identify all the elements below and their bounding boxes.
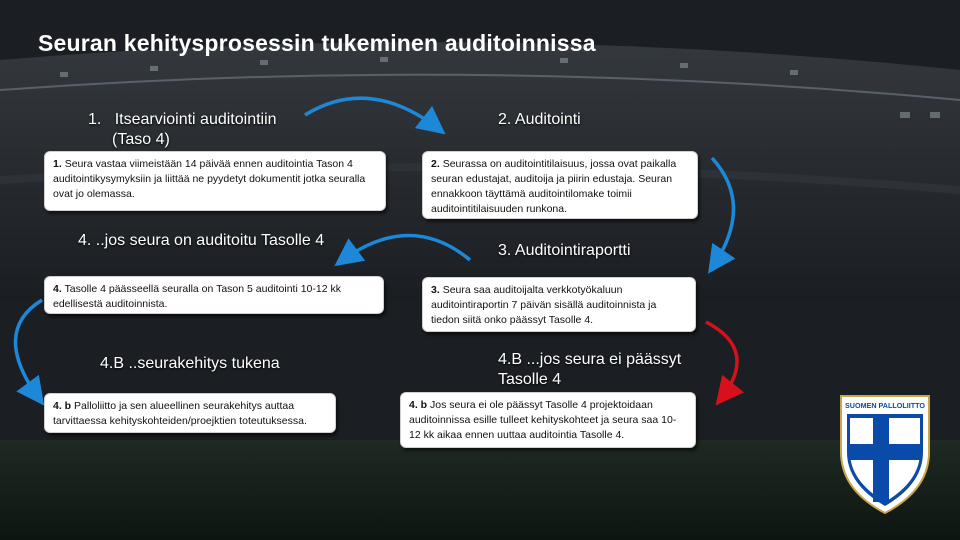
step-3-box	[422, 277, 696, 332]
step-1-heading	[88, 110, 277, 150]
step-1-box	[44, 151, 386, 211]
step-4-box-number: 4.	[53, 283, 62, 295]
step-2-box-text: Seurassa on auditointitilaisuus, jossa ovat paikalla seuran edustajat, auditoija ja piirin edustaja. Seuran ennakkoon täyttämä auditointilomake toimii auditointitilaisuuden runkona.	[431, 158, 677, 215]
step-4b-left-box-text: Palloliitto ja sen alueellinen seurakehitys auttaa tarvittaessa kehityskohteiden/proejktien toteutuksessa.	[53, 400, 307, 427]
step-4b-left-box	[44, 393, 336, 433]
step-1-heading-number: 1.	[88, 111, 102, 128]
step-3-heading: 3. Auditointiraportti	[498, 242, 631, 259]
step-4b-right-box-number: 4. b	[409, 399, 428, 411]
step-1-box-text: Seura vastaa viimeistään 14 päivää ennen auditointia Tason 4 auditointikysymyksiin ja liittää ne pyydetyt dokumentit jotka seuralla ovat jo olemassa.	[53, 158, 366, 200]
step-4-box	[44, 276, 384, 314]
suomen-palloliitto-logo	[836, 392, 934, 516]
step-4b-right-heading: 4.B ...jos seura ei päässyt Tasolle 4	[498, 351, 682, 388]
slide-title: Seuran kehitysprosessin tukeminen auditoinnissa	[38, 30, 596, 56]
step-2-box	[422, 151, 698, 219]
step-1-heading-text: Itsearviointi auditointiin	[114, 111, 277, 128]
step-4b-right-box	[400, 392, 696, 448]
step-2-heading: 2. Auditointi	[498, 111, 581, 128]
step-1-heading-sub: (Taso 4)	[112, 131, 170, 148]
step-4-box-text: Tasolle 4 päässeellä seuralla on Tason 5 auditointi 10-12 kk edellisestä auditoinnista.	[53, 283, 341, 310]
step-4b-right-box-text: Jos seura ei ole päässyt Tasolle 4 projektoidaan auditoinnissa esille tulleet kehityskohteet ja seura saa 10-12 kk aikaa ennen uuttaa auditointia Tasolle 4.	[409, 399, 677, 441]
step-4-heading: 4. ..jos seura on auditoitu Tasolle 4	[78, 232, 325, 249]
step-2-box-number: 2.	[431, 158, 440, 170]
step-4b-left-heading: 4.B ..seurakehitys tukena	[100, 355, 280, 372]
step-4b-left-box-number: 4. b	[53, 400, 72, 412]
step-1-box-number: 1.	[53, 158, 62, 170]
step-3-box-text: Seura saa auditoijalta verkkotyökaluun auditointiraportin 7 päivän sisällä auditoinnista ja tiedon siitä onko päässyt Tasolle 4.	[431, 284, 657, 326]
step-3-box-number: 3.	[431, 284, 440, 296]
logo-text: SUOMEN PALLOLIITTO	[845, 401, 925, 410]
